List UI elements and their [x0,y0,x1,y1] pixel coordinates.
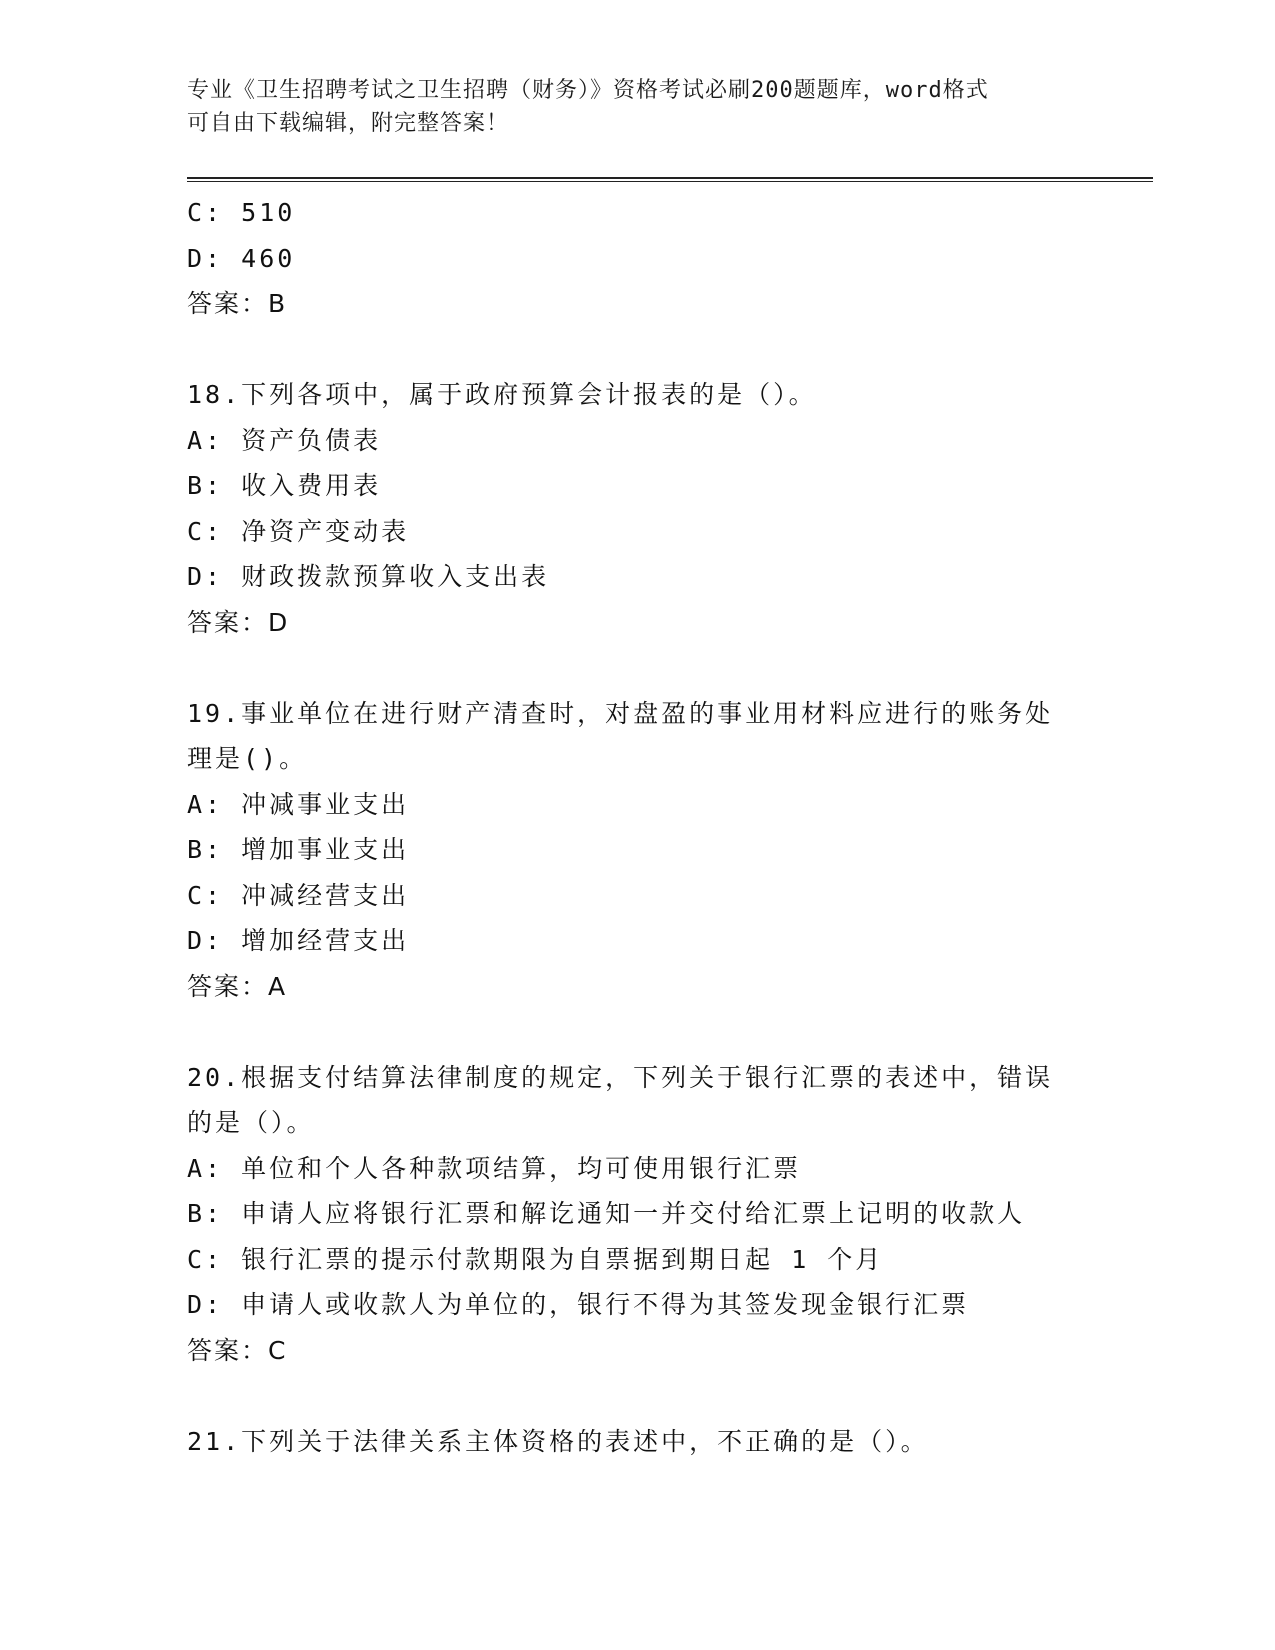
option-d: D: 申请人或收款人为单位的，银行不得为其签发现金银行汇票 [187,1290,970,1319]
option-d: D: 增加经营支出 [187,926,410,955]
answer-line: 答案：B [187,289,288,318]
question-stem: 20.根据支付结算法律制度的规定，下列关于银行汇票的表述中，错误 [187,1062,1054,1092]
option-c: C: 银行汇票的提示付款期限为自票据到期日起 1 个月 [187,1244,884,1274]
question-17-tail [187,190,1087,327]
option-c: C: 净资产变动表 [187,516,410,546]
option-b: B: 收入费用表 [187,471,382,500]
option-c: C: 冲减经营支出 [187,880,410,910]
option-d: D: 财政拨款预算收入支出表 [187,562,550,591]
question-19 [187,691,1087,1010]
question-21 [187,1419,1087,1465]
spacer [187,645,1087,691]
question-stem-continued: 的是（）。 [187,1108,315,1137]
header-title-line-2: 可自由下载编辑，附完整答案！ [187,111,510,136]
question-stem: 19.事业单位在进行财产清查时，对盘盈的事业用材料应进行的账务处 [187,698,1054,728]
option-b: B: 增加事业支出 [187,835,410,864]
question-stem-continued: 理是()。 [187,744,308,773]
header-title-line-1: 专业《卫生招聘考试之卫生招聘（财务）》资格考试必刷200题题库，word格式 [187,78,989,103]
question-stem: 21.下列关于法律关系主体资格的表述中，不正确的是（）。 [187,1426,929,1456]
question-stem: 18.下列各项中，属于政府预算会计报表的是（）。 [187,380,817,409]
option-b: B: 申请人应将银行汇票和解讫通知一并交付给汇票上记明的收款人 [187,1199,1026,1228]
question-list [187,190,1087,1464]
option-c: C: 510 [187,198,296,227]
answer-line: 答案：D [187,607,290,637]
answer-line: 答案：C [187,1335,288,1365]
question-20 [187,1055,1087,1374]
option-a: A: 资产负债表 [187,425,382,455]
option-a: A: 单位和个人各种款项结算，均可使用银行汇票 [187,1153,802,1183]
option-a: A: 冲减事业支出 [187,789,410,819]
spacer [187,1373,1087,1419]
spacer [187,327,1087,373]
spacer [187,1009,1087,1055]
page-header [187,74,1087,140]
answer-line: 答案：A [187,971,288,1001]
question-18 [187,372,1087,645]
option-d: D: 460 [187,243,296,273]
header-divider [187,177,1153,182]
